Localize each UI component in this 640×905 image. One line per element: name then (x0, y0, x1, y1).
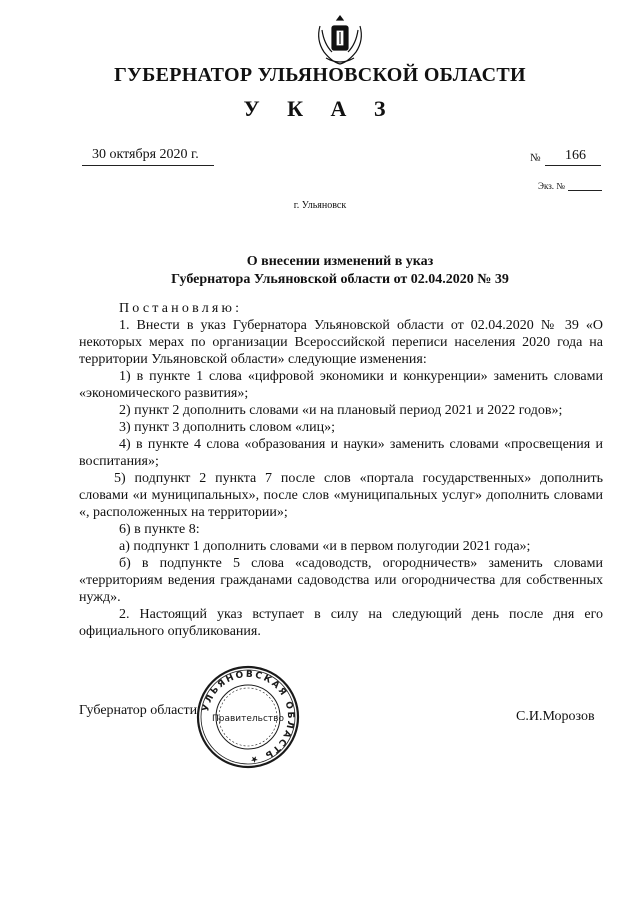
official-seal (196, 665, 300, 769)
svg-text:УЛЬЯНОВСКАЯ ОБЛАСТЬ ★: УЛЬЯНОВСКАЯ ОБЛАСТЬ ★ (201, 669, 296, 765)
paragraph-1: 1. Внести в указ Губернатора Ульяновской области от 02.04.2020 № 39 «О некоторых мерах по организации Всероссийской переписи населения 2020 года на территории Ульяновской области» следующие изменения: (79, 318, 603, 367)
decree-word: Постановляю: (119, 301, 243, 316)
date-underline (82, 165, 214, 166)
number-prefix: № (530, 152, 541, 164)
paragraph-1-1: 1) в пункте 1 слова «цифровой экономики и конкуренции» заменить словами «экономического развития»; (79, 369, 603, 401)
decree-title-line-2: Губернатора Ульяновской области от 02.04.2020 № 39 (171, 272, 509, 287)
issuing-authority: ГУБЕРНАТОР УЛЬЯНОВСКОЙ ОБЛАСТИ (114, 64, 526, 86)
document-type: У К А З (243, 96, 397, 121)
paragraph-1-4: 4) в пункте 4 слова «образования и науки» заменить словами «просвещения и воспитания»; (79, 437, 603, 469)
paragraph-1-3: 3) пункт 3 дополнить словом «лиц»; (119, 420, 335, 435)
signatory-name: С.И.Морозов (516, 709, 595, 724)
paragraph-2: 2. Настоящий указ вступает в силу на следующий день после дня его официального опубликования. (79, 607, 603, 639)
copy-number-label: Экз. № (538, 181, 565, 191)
svg-text:Правительство: Правительство (212, 714, 284, 724)
paragraph-1-2: 2) пункт 2 дополнить словами «и на плановый период 2021 и 2022 годов»; (119, 403, 563, 418)
issue-city: г. Ульяновск (293, 200, 347, 211)
copy-number-underline (568, 190, 602, 191)
document-number: 166 (565, 148, 586, 163)
paragraph-1-6-a: а) подпункт 1 дополнить словами «и в первом полугодии 2021 года»; (119, 539, 531, 554)
signatory-position: Губернатор области (79, 703, 198, 718)
decree-body (79, 300, 603, 640)
paragraph-1-5: 5) подпункт 2 пункта 7 после слов «портала государственных» дополнить словами «и муниципальных», после слов «муниципальных услуг» дополнить словами «, расположенных на территории»; (79, 471, 603, 520)
paragraph-1-6: 6) в пункте 8: (119, 522, 200, 537)
document-date: 30 октября 2020 г. (92, 147, 199, 162)
coat-of-arms-icon (312, 12, 368, 68)
number-underline (545, 165, 601, 166)
decree-title-line-1: О внесении изменений в указ (246, 254, 434, 269)
paragraph-1-6-b: б) в подпункте 5 слова «садоводств, огородничеств» заменить словами «территориям ведения гражданами садоводства или огородничества для собственных нужд». (79, 556, 603, 605)
